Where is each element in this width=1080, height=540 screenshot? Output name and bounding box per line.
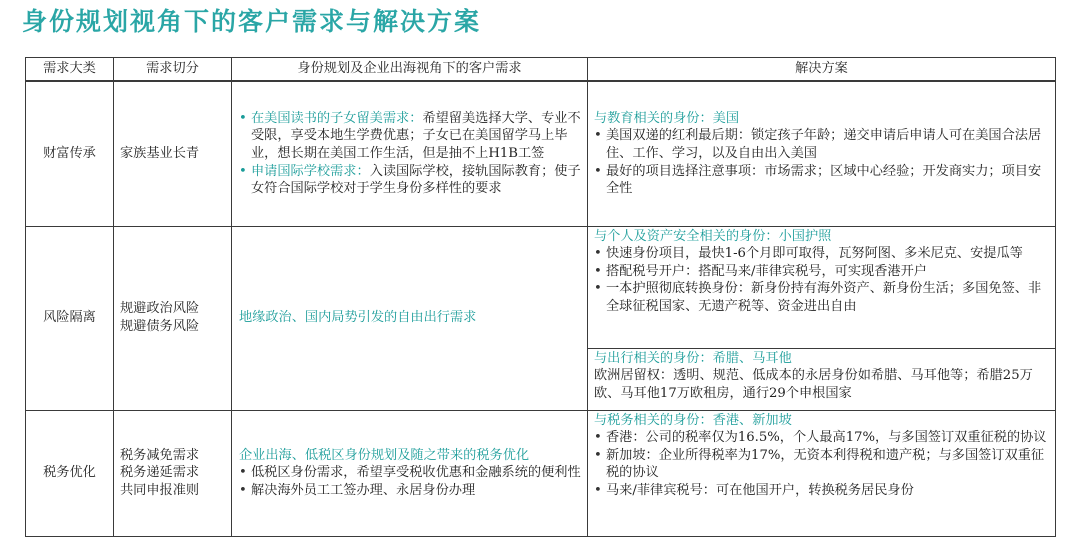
subcategory-item: 规避政治风险 [120,301,200,317]
need-highlight: 在美国读书的子女留美需求： [251,110,423,126]
need-bullet [239,163,583,198]
subcategory-item: 规避债务风险 [120,319,200,334]
solution-bullet: • 新加坡：企业所得税率为17%，无资本利得税和遗产税；与多国签订双重征税的协议 [594,447,1051,482]
table-row [26,410,1056,536]
solution-cell [588,348,1056,410]
page-title: 身份规划视角下的客户需求与解决方案 [22,7,482,36]
header-solution: 解决方案 [588,58,1056,82]
solution-bullet: • 一本护照彻底转换身份：新身份持有海外资产、新身份生活；多国免签、非全球征税国家、无遗产税等、资金进出自由 [594,280,1051,315]
solution-cell [588,81,1056,226]
solution-bullet: • 马来/菲律宾税号：可在他国开户，转换税务居民身份 [594,482,1051,500]
need-highlight: 申请国际学校需求： [251,163,370,179]
needs-cell [232,410,588,536]
needs-cell [232,81,588,226]
category-cell: 风险隔离 [26,226,114,410]
needs-cell: 地缘政治、国内局势引发的自由出行需求 [232,226,588,410]
solution-heading: 与教育相关的身份：美国 [594,110,740,126]
subcategory-item: 家族基业长青 [120,145,200,161]
header-subcategory: 需求切分 [114,58,232,82]
subcategory-cell [114,410,232,536]
requirements-table [25,57,1056,537]
header-category: 需求大类 [26,58,114,82]
solution-bullet: • 香港：公司的税率仅为16.5%，个人最高17%，与多国签订双重征税的协议 [594,429,1051,447]
need-text: 希望留美选择大学、专业不受限，享受本地生学费优惠；子女已在美国留学马上毕业，想长期在美国工作生活，但是抽不上H1B工签 [251,110,581,161]
solution-bullet: • 最好的项目选择注意事项：市场需求；区域中心经验；开发商实力；项目安全性 [594,163,1051,198]
subcategory-cell [114,81,232,226]
solution-heading: 与出行相关的身份：希腊、马耳他 [594,350,792,366]
table-row [26,226,1056,348]
subcategory-item: 税务递延需求 [120,465,200,481]
table-header-row [26,58,1056,82]
solution-bullet: • 快速身份项目，最快1-6个月即可取得，瓦努阿图、多米尼克、安提瓜等 [594,245,1051,263]
need-bullet [239,110,583,163]
solution-cell [588,226,1056,348]
solution-cell [588,410,1056,536]
needs-heading: 企业出海、低税区身份规划及随之带来的税务优化 [239,447,530,463]
table-row [26,81,1056,226]
solution-text: 欧洲居留权：透明、规范、低成本的永居身份如希腊、马耳他等；希腊25万欧、马耳他17万欧租房，通行29个申根国家 [594,368,1033,401]
solution-bullet: • 美国双递的红利最后期：锁定孩子年龄；递交申请后申请人可在美国合法居住、工作、学习，以及自由出入美国 [594,127,1051,162]
subcategory-item: 税务减免需求 [120,447,200,463]
solution-bullet: • 搭配税号开户：搭配马来/菲律宾税号，可实现香港开户 [594,263,1051,281]
need-text: 入读国际学校，接轨国际教育；使子女符合国际学校对于学生身份多样性的要求 [251,163,581,197]
header-needs: 身份规划及企业出海视角下的客户需求 [232,58,588,82]
subcategory-item: 共同申报准则 [120,482,200,498]
need-bullet: • 低税区身份需求，希望享受税收优惠和金融系统的便利性 [239,464,583,482]
solution-heading: 与个人及资产安全相关的身份：小国护照 [594,228,832,244]
category-cell: 财富传承 [26,81,114,226]
solution-heading: 与税务相关的身份：香港、新加坡 [594,412,792,428]
need-bullet: • 解决海外员工工签办理、永居身份办理 [239,482,583,500]
subcategory-cell [114,226,232,410]
category-cell: 税务优化 [26,410,114,536]
